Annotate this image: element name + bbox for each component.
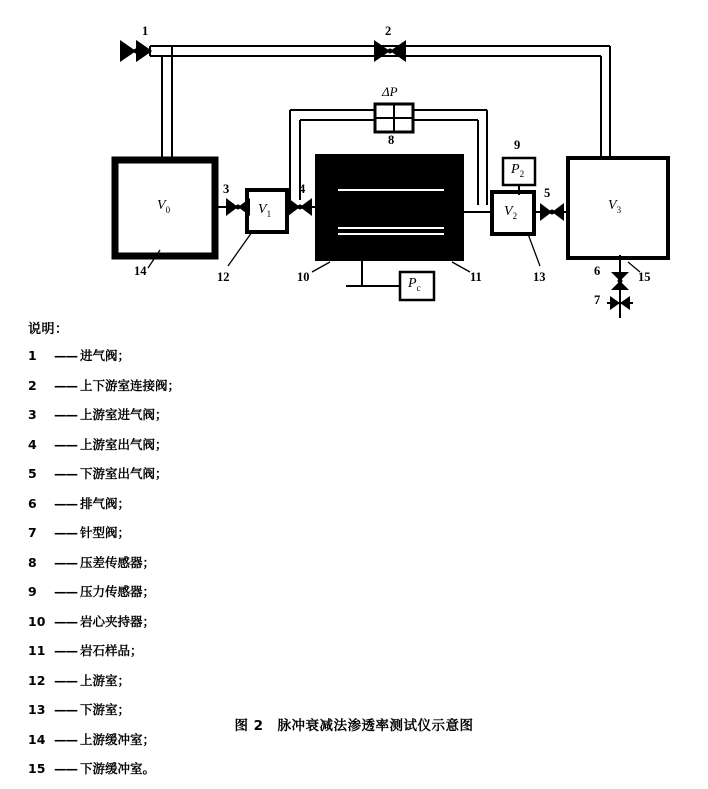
v2-symbol: V (504, 204, 513, 219)
v3-symbol: V (608, 198, 617, 213)
pc-label (408, 276, 421, 293)
legend-dash: —— (54, 643, 77, 658)
legend-item-number: 12 (28, 672, 46, 688)
legend-item-text: 压力传感器； (80, 584, 156, 599)
v2-subscript: 2 (512, 210, 518, 221)
legend-dash: —— (54, 407, 77, 422)
v0-symbol: V (157, 198, 166, 213)
callout-6: 6 (594, 264, 601, 278)
pc-subscript: c (416, 282, 421, 293)
legend-item (28, 405, 448, 435)
vessel-label-v0 (157, 198, 170, 215)
p2-subscript: 2 (519, 168, 525, 179)
callout-5: 5 (544, 186, 551, 200)
legend-item (28, 523, 448, 553)
legend-item (28, 494, 448, 524)
legend-item (28, 464, 448, 494)
legend-dash: —— (54, 731, 77, 747)
legend-item (28, 346, 448, 376)
legend-dash: —— (54, 761, 77, 776)
v3-subscript: 3 (616, 204, 622, 215)
legend-item-text: 上游室出气阀； (80, 436, 168, 452)
callout-3: 3 (223, 182, 230, 196)
legend-item-number: 14 (28, 731, 46, 747)
callout-8: 8 (388, 133, 395, 147)
callout-14: 14 (134, 264, 147, 278)
callout-11: 11 (470, 270, 482, 284)
callout-10: 10 (297, 270, 310, 284)
vessel-label-v3 (608, 198, 621, 215)
delta-p-label: ΔP (382, 84, 398, 99)
legend-item-text: 针型阀； (80, 525, 131, 540)
legend-item (28, 759, 448, 789)
pc-symbol: P (408, 276, 417, 291)
vessel-label-v1 (258, 202, 271, 219)
legend-item-number: 9 (28, 584, 37, 599)
callout-2: 2 (385, 24, 392, 38)
legend-item-number: 2 (28, 377, 37, 393)
callout-15: 15 (638, 270, 651, 284)
legend-item (28, 376, 448, 406)
callout-4: 4 (299, 182, 306, 196)
legend-item-text: 岩心夹持器； (80, 613, 156, 629)
vessel-label-v2 (504, 204, 517, 221)
callout-9: 9 (514, 138, 521, 152)
legend-dash: —— (54, 495, 77, 511)
legend-dash: —— (54, 702, 77, 717)
legend-dash: —— (54, 672, 77, 688)
legend-item-number: 13 (28, 702, 46, 717)
legend-item-number: 6 (28, 495, 37, 511)
p2-label (511, 162, 524, 179)
legend-item-number: 10 (28, 613, 46, 629)
callout-1: 1 (142, 24, 149, 38)
legend-item-text: 排气阀； (80, 495, 131, 511)
legend-dash: —— (54, 377, 77, 393)
apparatus-diagram (0, 0, 708, 320)
legend-item-text: 上游缓冲室； (80, 731, 156, 747)
legend-item-text: 下游室出气阀； (80, 466, 168, 481)
legend-item-number: 3 (28, 407, 37, 422)
legend-dash: —— (54, 348, 77, 363)
legend-dash: —— (54, 584, 77, 599)
legend-item-number: 4 (28, 436, 37, 452)
legend-item-text: 下游室； (80, 702, 131, 717)
legend-item-text: 上游室进气阀； (80, 407, 168, 422)
legend-item-text: 进气阀； (80, 348, 131, 363)
legend-item-number: 15 (28, 761, 46, 776)
legend-dash: —— (54, 466, 77, 481)
legend-item-number: 8 (28, 554, 37, 570)
p2-symbol: P (511, 162, 520, 177)
legend-item-number: 7 (28, 525, 37, 540)
legend-item (28, 553, 448, 583)
legend-item (28, 582, 448, 612)
legend-item (28, 671, 448, 701)
legend-dash: —— (54, 613, 77, 629)
callout-7: 7 (594, 293, 601, 307)
callout-13: 13 (533, 270, 546, 284)
v1-subscript: 1 (266, 208, 272, 219)
v0-subscript: 0 (165, 204, 171, 215)
legend-item-text: 上下游室连接阀； (80, 377, 181, 393)
legend-item-text: 下游缓冲室。 (80, 761, 156, 776)
figure-caption: 图 2 脉冲衰减法渗透率测试仪示意图 (234, 718, 474, 734)
v1-symbol: V (258, 202, 267, 217)
legend-item-number: 5 (28, 466, 37, 481)
legend-dash: —— (54, 525, 77, 540)
legend-item (28, 641, 448, 671)
legend-item-number: 1 (28, 348, 37, 363)
legend-dash: —— (54, 554, 77, 570)
callout-12: 12 (217, 270, 230, 284)
legend-title: 说明： (28, 322, 69, 337)
legend-item-text: 上游室； (80, 672, 131, 688)
legend-item-number: 11 (28, 643, 46, 658)
legend-dash: —— (54, 436, 77, 452)
legend-item-text: 岩石样品； (80, 643, 143, 658)
legend-item (28, 612, 448, 642)
diagram-svg (0, 0, 708, 320)
legend-item (28, 435, 448, 465)
legend-item-text: 压差传感器； (80, 554, 156, 570)
